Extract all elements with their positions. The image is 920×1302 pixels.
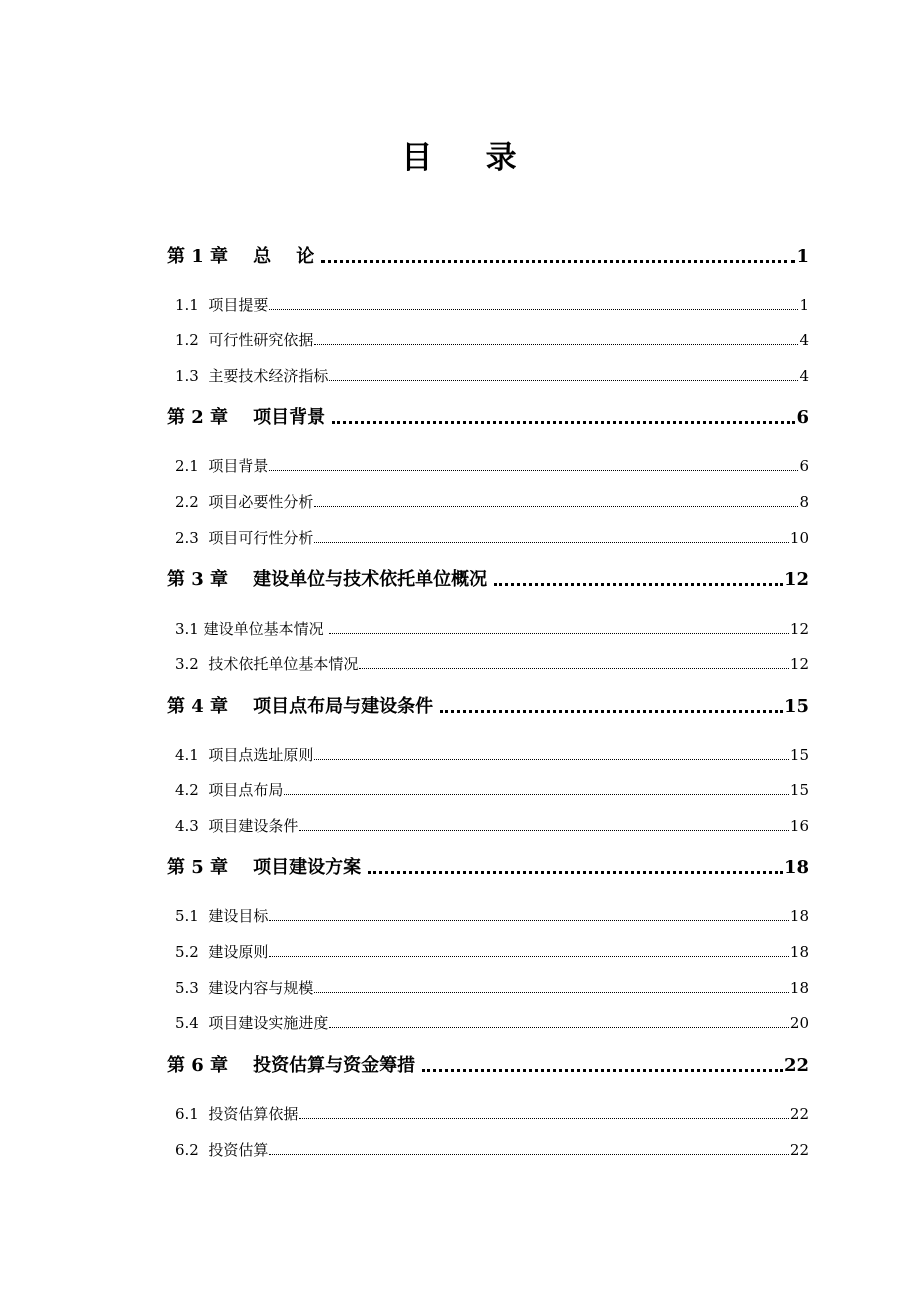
dot-leader: [299, 1103, 789, 1125]
toc-chapter-6[interactable]: [167, 1053, 809, 1079]
dot-leader: [314, 744, 789, 766]
toc-entry-label: 4.3 项目建设条件: [175, 817, 299, 835]
dot-leader: [299, 815, 789, 837]
toc-page-number: 15: [789, 781, 809, 799]
toc-chapter-5[interactable]: [167, 855, 809, 881]
dot-leader: [422, 1053, 783, 1079]
toc-page-number: 18: [789, 907, 809, 925]
toc-section-4-3[interactable]: [175, 815, 809, 837]
dot-leader: [269, 941, 789, 963]
toc-chapter-3[interactable]: [167, 567, 809, 593]
toc-entry-label: 第 2 章 项目背景: [167, 407, 332, 428]
dot-leader: [440, 694, 783, 720]
dot-leader: [314, 329, 798, 351]
toc-entry-label: 2.3 项目可行性分析: [175, 529, 314, 547]
toc-section-1-2[interactable]: [175, 329, 809, 351]
toc-page-number: 16: [789, 817, 809, 835]
dot-leader: [321, 244, 795, 270]
toc-page-number: 1: [796, 246, 809, 267]
toc-page-number: 18: [789, 979, 809, 997]
toc-entry-label: 4.1 项目点选址原则: [175, 746, 314, 764]
toc-page-number: 8: [799, 493, 809, 511]
toc-page-number: 6: [796, 407, 809, 428]
toc-entry-label: 第 4 章 项目点布局与建设条件: [167, 696, 440, 717]
toc-entry-label: 3.2 技术依托单位基本情况: [175, 655, 359, 673]
toc-entry-label: 5.1 建设目标: [175, 907, 269, 925]
toc-entry-label: 4.2 项目点布局: [175, 781, 284, 799]
toc-section-4-1[interactable]: [175, 744, 809, 766]
toc-page-number: 22: [789, 1105, 809, 1123]
toc-section-2-2[interactable]: [175, 491, 809, 513]
toc-page-number: 18: [783, 857, 809, 878]
toc-page-number: 22: [783, 1055, 809, 1076]
toc-entry-label: 1.2 可行性研究依据: [175, 331, 314, 349]
dot-leader: [359, 653, 789, 675]
toc-page-number: 10: [789, 529, 809, 547]
toc-entry-label: 第 6 章 投资估算与资金筹措: [167, 1055, 422, 1076]
toc-section-3-1[interactable]: [175, 618, 809, 640]
dot-leader: [269, 455, 798, 477]
toc-section-2-3[interactable]: [175, 527, 809, 549]
dot-leader: [494, 567, 783, 593]
toc-page-number: 4: [799, 367, 809, 385]
toc-section-5-1[interactable]: [175, 905, 809, 927]
toc-chapter-4[interactable]: [167, 694, 809, 720]
toc-entry-label: 5.4 项目建设实施进度: [175, 1014, 329, 1032]
toc-section-5-4[interactable]: [175, 1012, 809, 1034]
dot-leader: [314, 977, 789, 999]
toc-section-6-1[interactable]: [175, 1103, 809, 1125]
toc-entry-label: 5.3 建设内容与规模: [175, 979, 314, 997]
toc-page-number: 12: [783, 569, 809, 590]
toc-section-1-1[interactable]: [175, 294, 809, 316]
dot-leader: [284, 779, 789, 801]
toc-entry-label: 6.2 投资估算: [175, 1141, 269, 1159]
toc-entry-label: 第 3 章 建设单位与技术依托单位概况: [167, 569, 494, 590]
toc-entry-label: 6.1 投资估算依据: [175, 1105, 299, 1123]
dot-leader: [269, 294, 798, 316]
toc-section-3-2[interactable]: [175, 653, 809, 675]
toc-section-5-2[interactable]: [175, 941, 809, 963]
toc-section-4-2[interactable]: [175, 779, 809, 801]
toc-section-6-2[interactable]: [175, 1139, 809, 1161]
toc-page-number: 15: [783, 696, 809, 717]
dot-leader: [269, 1139, 789, 1161]
dot-leader: [329, 1012, 789, 1034]
toc-page-number: 15: [789, 746, 809, 764]
dot-leader: [332, 405, 795, 431]
toc-page-number: 20: [789, 1014, 809, 1032]
toc-page-number: 4: [799, 331, 809, 349]
dot-leader: [314, 491, 798, 513]
dot-leader: [329, 618, 789, 640]
toc-entry-label: 1.3 主要技术经济指标: [175, 367, 329, 385]
dot-leader: [329, 365, 798, 387]
toc-entry-label: 2.2 项目必要性分析: [175, 493, 314, 511]
toc-section-2-1[interactable]: [175, 455, 809, 477]
dot-leader: [368, 855, 783, 881]
toc-chapter-2[interactable]: [167, 405, 809, 431]
toc-page-number: 12: [789, 620, 809, 638]
toc-page-number: 18: [789, 943, 809, 961]
toc-entry-label: 第 5 章 项目建设方案: [167, 857, 368, 878]
toc-entry-label: 2.1 项目背景: [175, 457, 269, 475]
toc-chapter-1[interactable]: [167, 244, 809, 270]
toc-entry-label: 3.1 建设单位基本情况: [175, 620, 329, 638]
toc-section-1-3[interactable]: [175, 365, 809, 387]
toc-page-number: 22: [789, 1141, 809, 1159]
toc-section-5-3[interactable]: [175, 977, 809, 999]
toc-page-number: 12: [789, 655, 809, 673]
toc-entry-label: 第 1 章 总 论: [167, 246, 321, 267]
toc-entry-label: 5.2 建设原则: [175, 943, 269, 961]
dot-leader: [314, 527, 789, 549]
page-title: 目 录: [401, 140, 519, 176]
toc-page-number: 1: [799, 296, 809, 314]
toc-entry-label: 1.1 项目提要: [175, 296, 269, 314]
dot-leader: [269, 905, 789, 927]
toc-page-number: 6: [799, 457, 809, 475]
